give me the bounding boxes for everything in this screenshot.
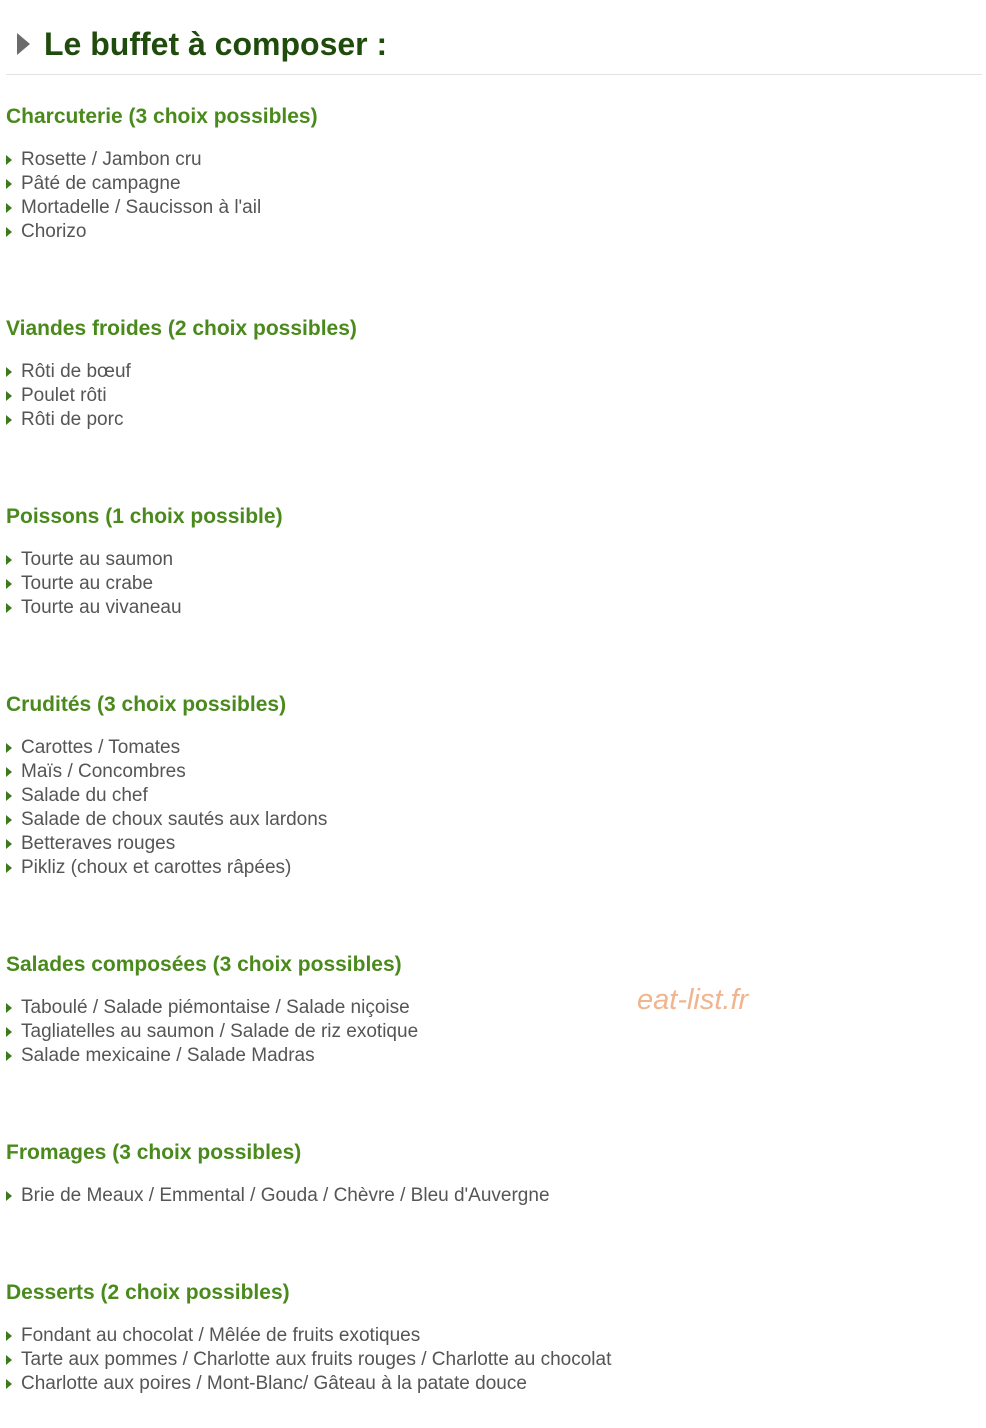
item-text: Pâté de campagne (21, 173, 181, 194)
item-text: Betteraves rouges (21, 833, 176, 854)
section-fromages (6, 1138, 966, 1208)
page-title: Le buffet à composer : (44, 26, 388, 62)
item-list (6, 1324, 966, 1396)
bullet-arrow-icon (6, 1051, 12, 1061)
item-text: Chorizo (21, 221, 87, 242)
list-item (6, 856, 966, 880)
list-item (6, 1044, 966, 1068)
list-item (6, 172, 966, 196)
list-item (6, 1184, 966, 1208)
bullet-arrow-icon (6, 1027, 12, 1037)
item-text: Tagliatelles au saumon / Salade de riz exotique (21, 1021, 419, 1042)
list-item (6, 808, 966, 832)
bullet-arrow-icon (6, 579, 12, 589)
item-text: Carottes / Tomates (21, 737, 181, 758)
section-viandes-froides (6, 314, 966, 432)
item-text: Salade du chef (21, 785, 148, 806)
item-list (6, 736, 966, 880)
bullet-arrow-icon (6, 415, 12, 425)
page-header (0, 0, 986, 75)
bullet-arrow-icon (6, 839, 12, 849)
bullet-arrow-icon (6, 1355, 12, 1365)
list-item (6, 760, 966, 784)
bullet-arrow-icon (6, 603, 12, 613)
section-title: Crudités (3 choix possibles) (6, 693, 287, 716)
list-item (6, 596, 966, 620)
item-text: Tarte aux pommes / Charlotte aux fruits rouges / Charlotte au chocolat (21, 1349, 612, 1370)
item-text: Rosette / Jambon cru (21, 149, 202, 170)
item-list (6, 148, 966, 244)
list-item (6, 1020, 966, 1044)
item-text: Brie de Meaux / Emmental / Gouda / Chèvre / Bleu d'Auvergne (21, 1185, 550, 1206)
list-item (6, 548, 966, 572)
list-item (6, 384, 966, 408)
item-text: Taboulé / Salade piémontaise / Salade niçoise (21, 997, 410, 1018)
section-title: Viandes froides (2 choix possibles) (6, 317, 357, 340)
bullet-arrow-icon (6, 203, 12, 213)
section-charcuterie (6, 102, 966, 244)
list-item (6, 220, 966, 244)
section-title: Poissons (1 choix possible) (6, 505, 283, 528)
bullet-arrow-icon (6, 1331, 12, 1341)
bullet-arrow-icon (6, 391, 12, 401)
bullet-arrow-icon (6, 555, 12, 565)
item-list (6, 360, 966, 432)
list-item (6, 996, 966, 1020)
list-item (6, 832, 966, 856)
bullet-arrow-icon (6, 743, 12, 753)
list-item (6, 736, 966, 760)
list-item (6, 1324, 966, 1348)
section-crudites (6, 690, 966, 880)
list-item (6, 148, 966, 172)
list-item (6, 1372, 966, 1396)
item-text: Tourte au vivaneau (21, 597, 182, 618)
list-item (6, 360, 966, 384)
list-item (6, 784, 966, 808)
list-item (6, 408, 966, 432)
item-text: Tourte au crabe (21, 573, 154, 594)
header-divider (6, 74, 982, 75)
watermark: eat-list.fr (637, 984, 749, 1016)
item-text: Salade mexicaine / Salade Madras (21, 1045, 315, 1066)
bullet-arrow-icon (6, 863, 12, 873)
list-item (6, 572, 966, 596)
item-list (6, 548, 966, 620)
item-list (6, 1184, 966, 1208)
list-item (6, 1348, 966, 1372)
bullet-arrow-icon (6, 1379, 12, 1389)
item-text: Pikliz (choux et carottes râpées) (21, 857, 292, 878)
bullet-arrow-icon (6, 227, 12, 237)
bullet-arrow-icon (6, 1003, 12, 1013)
item-text: Tourte au saumon (21, 549, 174, 570)
bullet-arrow-icon (6, 1191, 12, 1201)
item-text: Rôti de porc (21, 409, 124, 430)
item-list (6, 996, 966, 1068)
section-title: Fromages (3 choix possibles) (6, 1141, 302, 1164)
section-poissons (6, 502, 966, 620)
list-item (6, 196, 966, 220)
play-arrow-icon (17, 33, 30, 55)
bullet-arrow-icon (6, 179, 12, 189)
section-title: Charcuterie (3 choix possibles) (6, 105, 318, 128)
item-text: Salade de choux sautés aux lardons (21, 809, 328, 830)
item-text: Fondant au chocolat / Mêlée de fruits exotiques (21, 1325, 421, 1346)
bullet-arrow-icon (6, 367, 12, 377)
bullet-arrow-icon (6, 155, 12, 165)
bullet-arrow-icon (6, 815, 12, 825)
item-text: Maïs / Concombres (21, 761, 186, 782)
section-salades-composees (6, 950, 966, 1068)
section-title: Salades composées (3 choix possibles) (6, 953, 402, 976)
item-text: Rôti de bœuf (21, 361, 131, 382)
item-text: Mortadelle / Saucisson à l'ail (21, 197, 262, 218)
item-text: Charlotte aux poires / Mont-Blanc/ Gâteau à la patate douce (21, 1373, 527, 1394)
section-title: Desserts (2 choix possibles) (6, 1281, 290, 1304)
bullet-arrow-icon (6, 791, 12, 801)
item-text: Poulet rôti (21, 385, 107, 406)
bullet-arrow-icon (6, 767, 12, 777)
section-desserts (6, 1278, 966, 1396)
